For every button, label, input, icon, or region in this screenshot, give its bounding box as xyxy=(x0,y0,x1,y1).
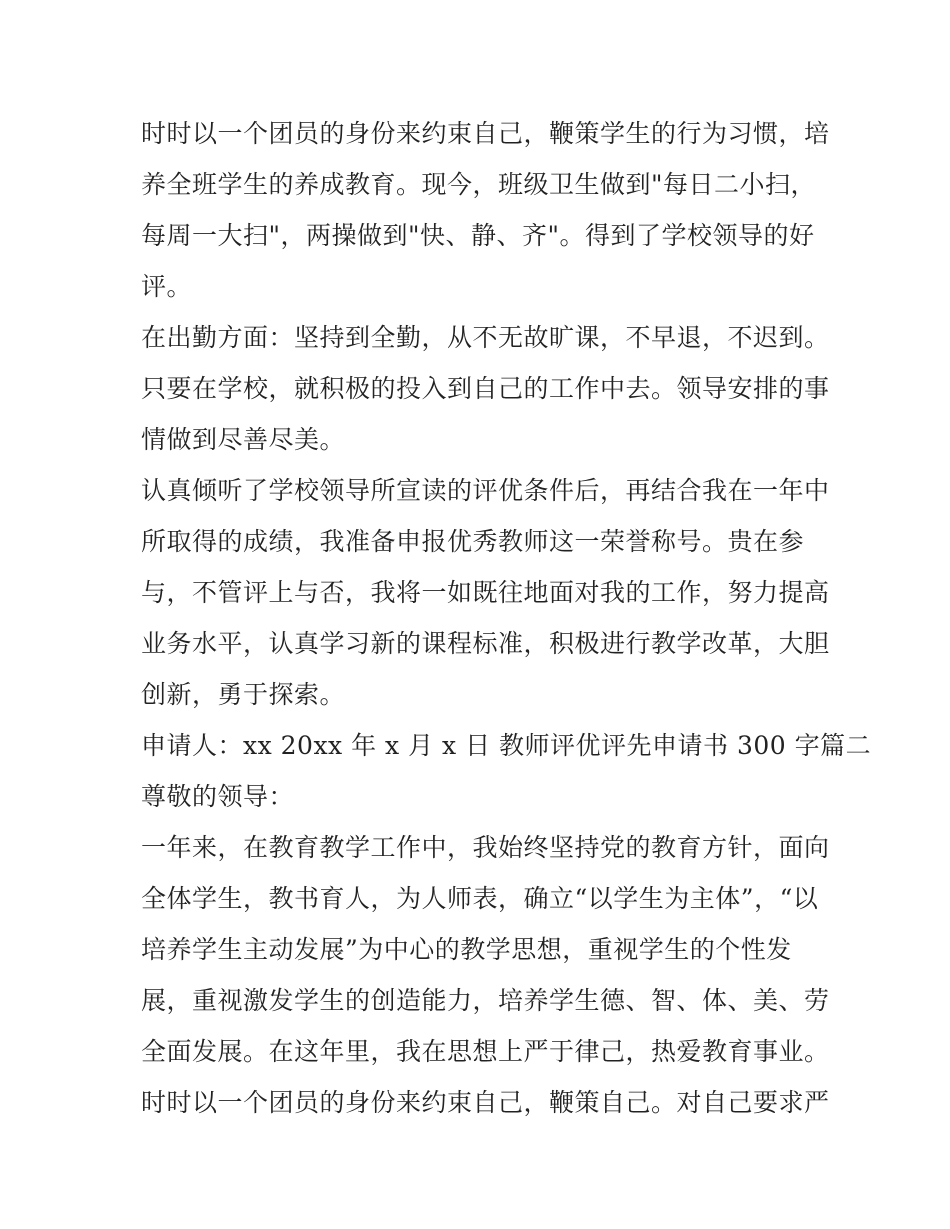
text-line: 展，重视激发学生的创造能力，培养学生德、智、体、美、劳 xyxy=(141,986,830,1015)
text-line: 一年来，在教育教学工作中，我始终坚持党的教育方针，面向 xyxy=(141,833,830,862)
text-line: 情做到尽善尽美。 xyxy=(141,425,346,454)
text-line: 时时以一个团员的身份来约束自己，鞭策学生的行为习惯，培 xyxy=(141,119,830,148)
body-text xyxy=(141,108,872,1128)
text-line: 所取得的成绩，我准备申报优秀教师这一荣誉称号。贵在参 xyxy=(141,527,805,556)
text-line: 在出勤方面：坚持到全勤，从不无故旷课，不早退，不迟到。 xyxy=(141,323,830,352)
text-line: 评。 xyxy=(141,272,193,301)
text-line: 只要在学校，就积极的投入到自己的工作中去。领导安排的事 xyxy=(141,374,830,403)
text-line: 尊敬的领导： xyxy=(141,782,295,811)
text-line: 业务水平，认真学习新的课程标准，积极进行教学改革，大胆 xyxy=(141,629,830,658)
text-line: 全面发展。在这年里，我在思想上严于律己，热爱教育事业。 xyxy=(141,1037,830,1066)
text-line: 与，不管评上与否，我将一如既往地面对我的工作，努力提高 xyxy=(141,578,830,607)
text-line: 创新，勇于探索。 xyxy=(141,680,346,709)
text-line: 培养学生主动发展”为中心的教学思想，重视学生的个性发 xyxy=(141,935,792,964)
text-line: 每周一大扫"，两操做到"快、静、齐"。得到了学校领导的好 xyxy=(141,221,815,250)
text-line: 申请人：xx 20xx 年 x 月 x 日 教师评优评先申请书 300 字篇二 xyxy=(141,731,872,760)
text-line: 全体学生，教书育人，为人师表，确立“以学生为主体”，“以 xyxy=(141,884,819,913)
text-line: 时时以一个团员的身份来约束自己，鞭策自己。对自己要求严 xyxy=(141,1088,830,1117)
text-line: 认真倾听了学校领导所宣读的评优条件后，再结合我在一年中 xyxy=(141,476,830,505)
text-line: 养全班学生的养成教育。现今，班级卫生做到"每日二小扫， xyxy=(141,170,817,199)
